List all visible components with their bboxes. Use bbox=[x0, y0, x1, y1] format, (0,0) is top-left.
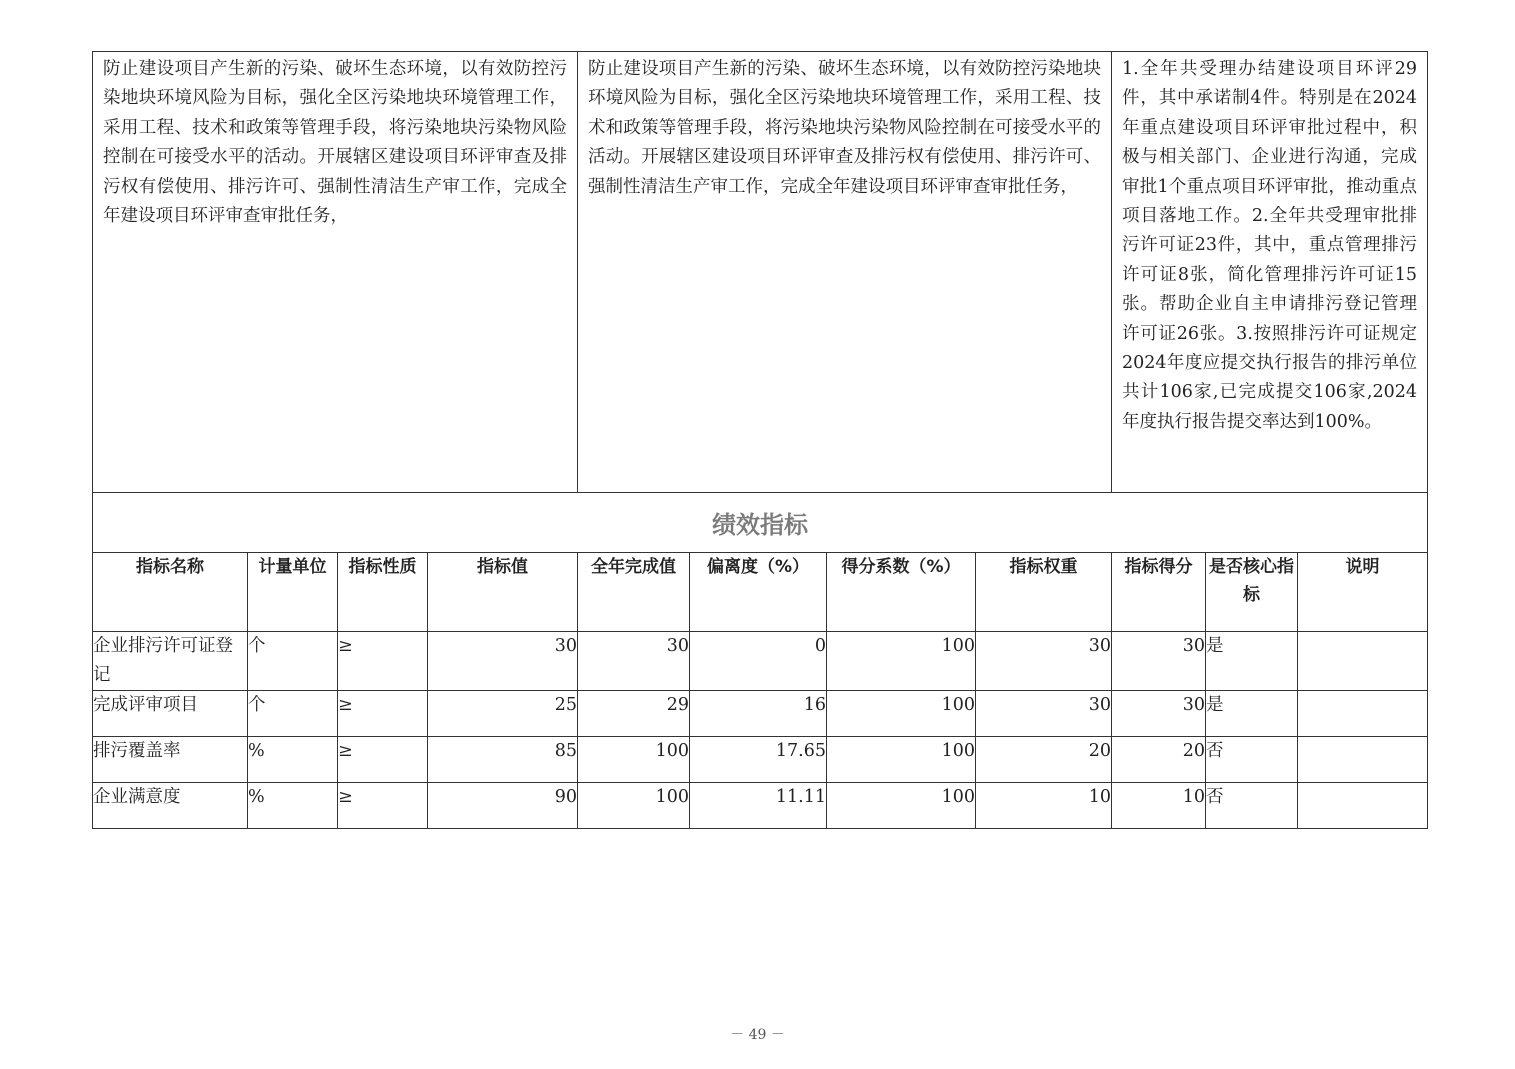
cell-actual-value: 100 bbox=[578, 737, 690, 783]
cell-remarks bbox=[1298, 632, 1428, 691]
cell-is-core: 否 bbox=[1206, 737, 1298, 783]
description-cell-completion: 1.全年共受理办结建设项目环评29件，其中承诺制4件。特别是在2024年重点建设项目环评审批过程中，积极与相关部门、企业进行沟通，完成审批1个重点项目环评审批，推动重点项目落地工作。2.全年共受理审批排污许可证23件，其中，重点管理排污许可证8张，简化管理排污许可证15张。帮助企业自主申请排污登记管理许可证26张。3.按照排污许可证规定2024年度应提交执行报告的排污单位共计106家,已完成提交106家,2024年度执行报告提交率达到100%。 bbox=[1112, 52, 1428, 493]
cell-is-core: 否 bbox=[1206, 783, 1298, 829]
cell-score-coefficient: 100 bbox=[827, 691, 976, 737]
cell-is-core: 是 bbox=[1206, 632, 1298, 691]
cell-weight: 30 bbox=[976, 691, 1112, 737]
header-target-value: 指标值 bbox=[428, 553, 578, 632]
cell-deviation: 17.65 bbox=[690, 737, 827, 783]
header-remarks: 说明 bbox=[1298, 553, 1428, 632]
cell-actual-value: 100 bbox=[578, 783, 690, 829]
cell-score: 20 bbox=[1112, 737, 1206, 783]
cell-indicator-name: 完成评审项目 bbox=[93, 691, 248, 737]
table-row bbox=[93, 691, 1428, 737]
cell-actual-value: 29 bbox=[578, 691, 690, 737]
header-score-coefficient: 得分系数（%） bbox=[827, 553, 976, 632]
cell-score: 30 bbox=[1112, 632, 1206, 691]
cell-actual-value: 30 bbox=[578, 632, 690, 691]
cell-deviation: 11.11 bbox=[690, 783, 827, 829]
cell-indicator-name: 企业排污许可证登记 bbox=[93, 632, 248, 691]
cell-target-value: 25 bbox=[428, 691, 578, 737]
cell-deviation: 0 bbox=[690, 632, 827, 691]
header-row bbox=[93, 553, 1428, 632]
cell-remarks bbox=[1298, 691, 1428, 737]
cell-score-coefficient: 100 bbox=[827, 632, 976, 691]
description-cell-plan: 防止建设项目产生新的污染、破坏生态环境，以有效防控污染地块环境风险为目标，强化全区污染地块环境管理工作，采用工程、技术和政策等管理手段，将污染地块污染物风险控制在可接受水平的活动。开展辖区建设项目环评审查及排污权有偿使用、排污许可、强制性清洁生产审工作，完成全年建设项目环评审查审批任务， bbox=[578, 52, 1112, 493]
cell-target-value: 30 bbox=[428, 632, 578, 691]
cell-nature: ≥ bbox=[338, 783, 428, 829]
cell-weight: 10 bbox=[976, 783, 1112, 829]
cell-unit: 个 bbox=[248, 691, 338, 737]
cell-indicator-name: 企业满意度 bbox=[93, 783, 248, 829]
cell-remarks bbox=[1298, 737, 1428, 783]
header-nature: 指标性质 bbox=[338, 553, 428, 632]
description-row bbox=[93, 52, 1428, 493]
table-row bbox=[93, 737, 1428, 783]
cell-deviation: 16 bbox=[690, 691, 827, 737]
header-unit: 计量单位 bbox=[248, 553, 338, 632]
cell-score: 30 bbox=[1112, 691, 1206, 737]
cell-is-core: 是 bbox=[1206, 691, 1298, 737]
cell-target-value: 85 bbox=[428, 737, 578, 783]
cell-score-coefficient: 100 bbox=[827, 737, 976, 783]
page-number: － 49 － bbox=[730, 1027, 785, 1043]
header-weight: 指标权重 bbox=[976, 553, 1112, 632]
header-is-core: 是否核心指标 bbox=[1206, 553, 1298, 632]
cell-nature: ≥ bbox=[338, 632, 428, 691]
cell-score-coefficient: 100 bbox=[827, 783, 976, 829]
table-row bbox=[93, 783, 1428, 829]
header-score: 指标得分 bbox=[1112, 553, 1206, 632]
cell-unit: 个 bbox=[248, 632, 338, 691]
cell-score: 10 bbox=[1112, 783, 1206, 829]
cell-weight: 30 bbox=[976, 632, 1112, 691]
cell-nature: ≥ bbox=[338, 691, 428, 737]
cell-unit: % bbox=[248, 783, 338, 829]
cell-target-value: 90 bbox=[428, 783, 578, 829]
table-row bbox=[93, 632, 1428, 691]
section-title-row bbox=[93, 493, 1428, 553]
header-actual-value: 全年完成值 bbox=[578, 553, 690, 632]
header-deviation: 偏离度（%） bbox=[690, 553, 827, 632]
cell-remarks bbox=[1298, 783, 1428, 829]
cell-indicator-name: 排污覆盖率 bbox=[93, 737, 248, 783]
performance-table bbox=[92, 51, 1428, 829]
cell-unit: % bbox=[248, 737, 338, 783]
description-cell-target: 防止建设项目产生新的污染、破坏生态环境，以有效防控污染地块环境风险为目标，强化全区污染地块环境管理工作，采用工程、技术和政策等管理手段，将污染地块污染物风险控制在可接受水平的活动。开展辖区建设项目环评审查及排污权有偿使用、排污许可、强制性清洁生产审工作，完成全年建设项目环评审查审批任务， bbox=[93, 52, 578, 493]
section-title: 绩效指标 bbox=[93, 493, 1428, 553]
cell-nature: ≥ bbox=[338, 737, 428, 783]
header-indicator-name: 指标名称 bbox=[93, 553, 248, 632]
cell-weight: 20 bbox=[976, 737, 1112, 783]
